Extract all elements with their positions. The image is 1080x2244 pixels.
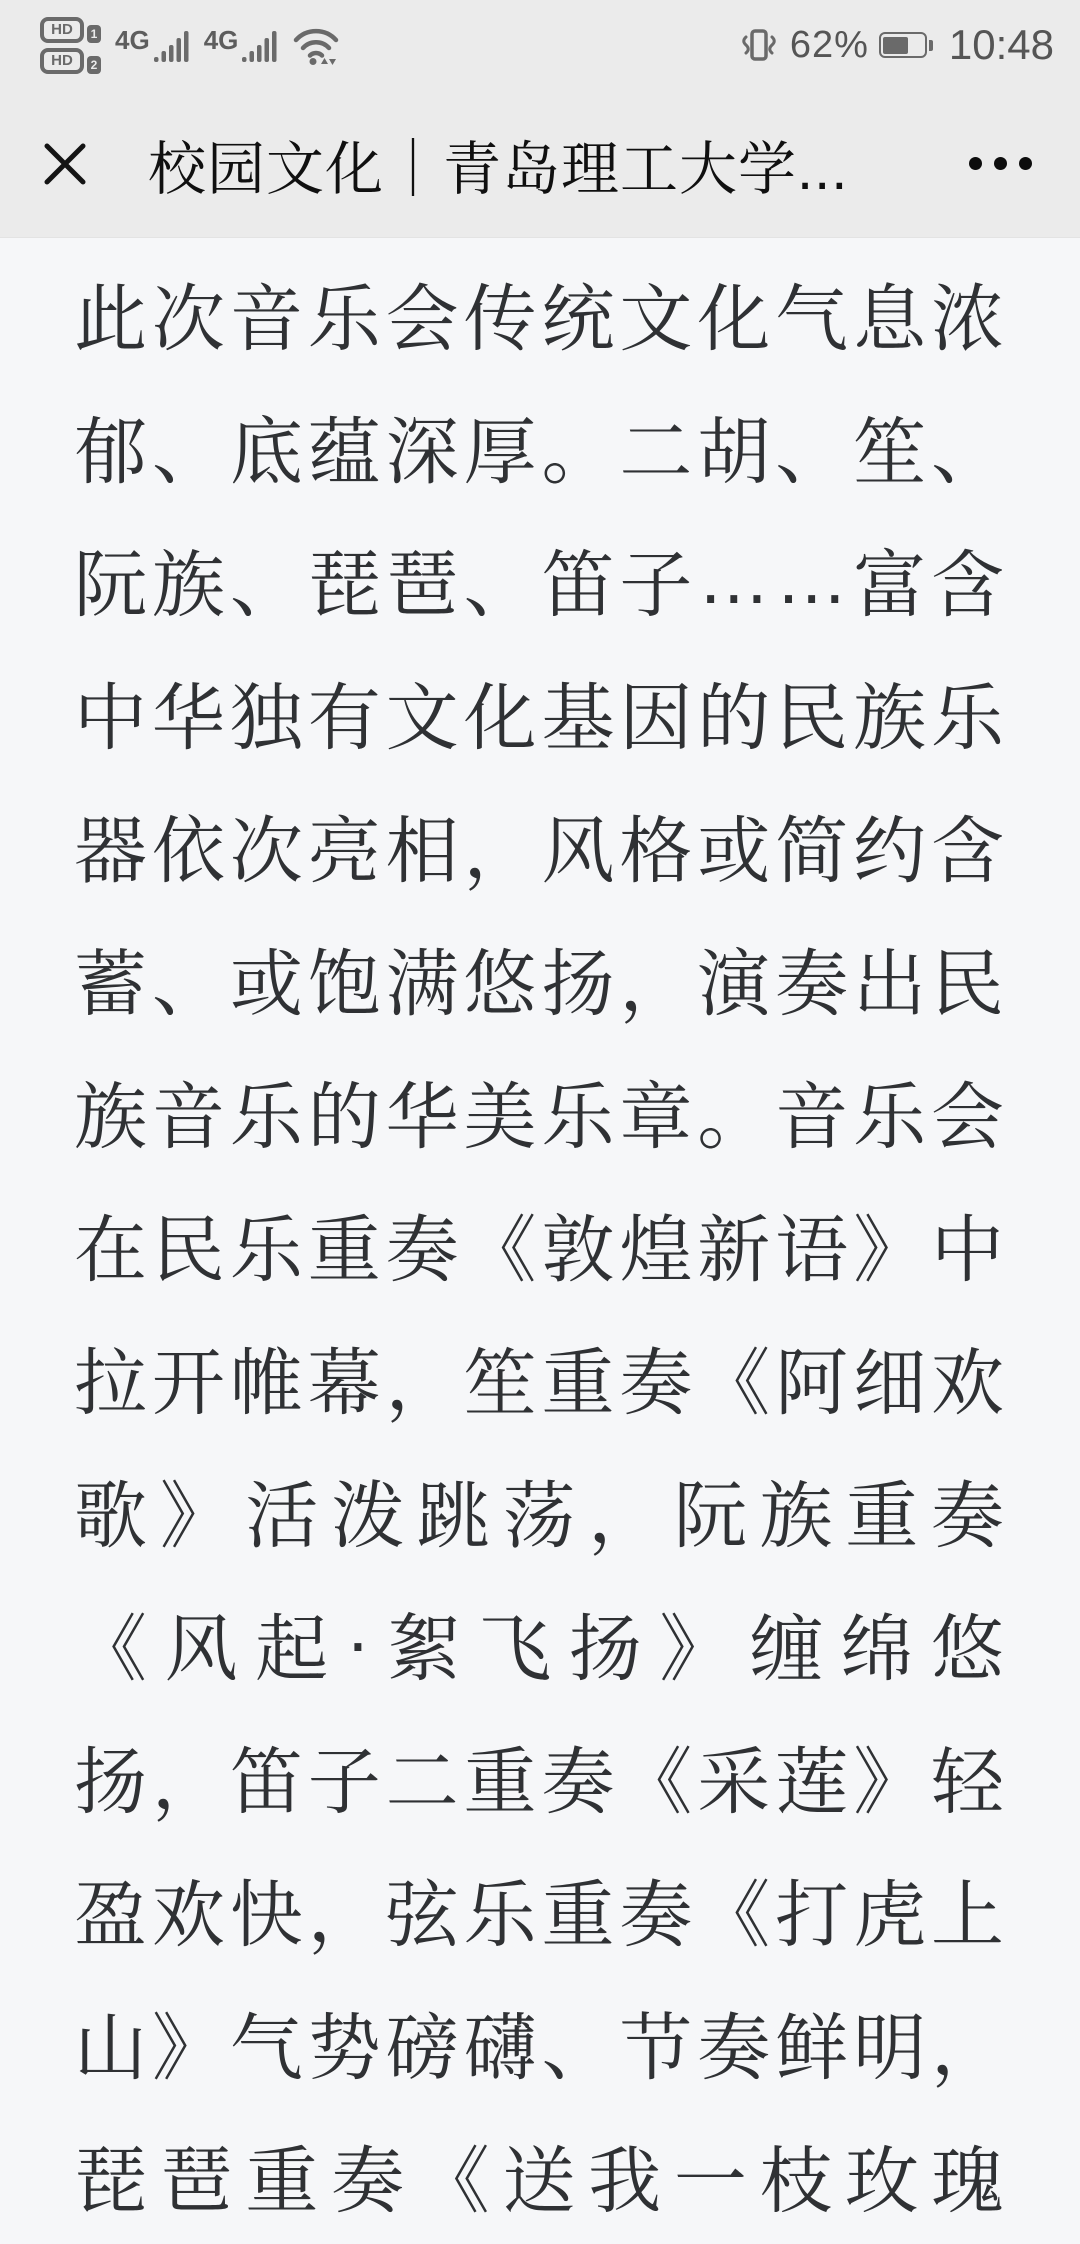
char: 奏 — [619, 1875, 693, 1956]
text-line — [74, 1310, 1004, 1443]
char: 、 — [930, 412, 1004, 493]
char: 子 — [307, 1742, 381, 1823]
char: 轻 — [930, 1742, 1004, 1823]
char: 》 — [151, 2008, 225, 2089]
char: 乐 — [930, 678, 1004, 759]
char: 含 — [930, 811, 1004, 892]
hd-voice-icons — [40, 17, 101, 74]
battery-fill — [883, 37, 907, 54]
char: 风 — [541, 811, 615, 892]
status-right-cluster — [738, 21, 1054, 69]
char: 音 — [229, 279, 303, 360]
char: 族 — [151, 545, 225, 626]
char: 的 — [697, 678, 771, 759]
hd-icon: HD — [40, 48, 84, 74]
char: 枝 — [759, 2141, 833, 2222]
char: 悠 — [930, 1609, 1004, 1690]
sim1-network-label: 4G — [115, 25, 150, 55]
char: 出 — [853, 944, 927, 1025]
char: 满 — [385, 944, 459, 1025]
char: 重 — [245, 2141, 319, 2222]
char: 活 — [245, 1476, 319, 1557]
text-line — [74, 778, 1004, 911]
char: 扬 — [568, 1609, 642, 1690]
char: 虎 — [853, 1875, 927, 1956]
char: 扬 — [74, 1742, 147, 1823]
status-left-cluster — [40, 17, 340, 74]
text-line — [74, 1177, 1004, 1310]
battery-body — [879, 32, 927, 58]
char: 新 — [697, 1210, 771, 1291]
char: 琵 — [307, 545, 381, 626]
char: 重 — [541, 1875, 615, 1956]
char: 阮 — [673, 1476, 747, 1557]
char: 中 — [930, 1210, 1004, 1291]
char: ， — [385, 1343, 459, 1424]
char: 《 — [619, 1742, 693, 1823]
char: 底 — [229, 412, 303, 493]
close-icon[interactable] — [38, 137, 92, 191]
char: 絮 — [387, 1609, 461, 1690]
char: 饱 — [307, 944, 381, 1025]
char: 山 — [74, 2008, 147, 2089]
char: 荡 — [502, 1476, 576, 1557]
char: 阿 — [775, 1343, 849, 1424]
char: 有 — [307, 678, 381, 759]
text-line — [74, 1576, 1004, 1709]
char: 华 — [385, 1077, 459, 1158]
char: 》 — [853, 1210, 927, 1291]
char: 奏 — [775, 944, 849, 1025]
char: 笛 — [541, 545, 615, 626]
page-title: 校园文化｜青岛理工大学... — [148, 136, 849, 202]
char: 会 — [930, 1077, 1004, 1158]
sim1-signal — [115, 27, 190, 63]
char: 厚 — [463, 412, 537, 493]
char: … — [775, 538, 849, 619]
char: 琵 — [74, 2141, 147, 2222]
char: 帷 — [229, 1343, 303, 1424]
char: · — [345, 1602, 370, 1683]
char: ， — [463, 811, 537, 892]
text-line — [74, 2108, 1004, 2241]
char: 胡 — [697, 412, 771, 493]
hd-voice-sim2-icon — [40, 48, 101, 74]
hd-icon: HD — [40, 17, 84, 43]
char: 、 — [151, 412, 225, 493]
char: 笙 — [463, 1343, 537, 1424]
char: 民 — [930, 944, 1004, 1025]
char: 乐 — [229, 1210, 303, 1291]
char: 浓 — [930, 279, 1004, 360]
char: 化 — [463, 678, 537, 759]
char: 弦 — [385, 1875, 459, 1956]
char: 传 — [463, 279, 537, 360]
char: 细 — [853, 1343, 927, 1424]
char: 瑰 — [930, 2141, 1004, 2222]
hd-voice-sim1-icon — [40, 17, 101, 43]
char: 含 — [930, 545, 1004, 626]
char: 语 — [775, 1210, 849, 1291]
char: 次 — [151, 279, 225, 360]
text-line — [74, 379, 1004, 512]
char: 亮 — [307, 811, 381, 892]
char: 或 — [229, 944, 303, 1025]
char: 笛 — [229, 1742, 303, 1823]
char: 、 — [775, 412, 849, 493]
char: 欢 — [151, 1875, 225, 1956]
char: 依 — [151, 811, 225, 892]
char: 》 — [853, 1742, 927, 1823]
char: 、 — [151, 944, 225, 1025]
char: 简 — [775, 811, 849, 892]
text-line — [74, 911, 1004, 1044]
signal-bars-icon — [242, 31, 278, 63]
char: 歌 — [74, 1476, 147, 1557]
char: 重 — [845, 1476, 919, 1557]
char: 奏 — [697, 2008, 771, 2089]
char: 缠 — [749, 1609, 823, 1690]
char: 会 — [385, 279, 459, 360]
char: 民 — [151, 1210, 225, 1291]
char: 华 — [151, 678, 225, 759]
char: 笙 — [853, 412, 927, 493]
char: 气 — [775, 279, 849, 360]
char: 我 — [588, 2141, 662, 2222]
char: 重 — [463, 1742, 537, 1823]
char: 音 — [151, 1077, 225, 1158]
char: 幕 — [307, 1343, 381, 1424]
char: 乐 — [229, 1077, 303, 1158]
char: 统 — [541, 279, 615, 360]
char: … — [697, 538, 771, 619]
char: 奏 — [331, 2141, 405, 2222]
char: 约 — [853, 811, 927, 892]
char: 跳 — [416, 1476, 490, 1557]
char: 势 — [307, 2008, 381, 2089]
text-line — [74, 1044, 1004, 1177]
char: 奏 — [619, 1343, 693, 1424]
char: 族 — [759, 1476, 833, 1557]
char: 莲 — [775, 1742, 849, 1823]
title-bar — [0, 90, 1080, 237]
battery-percent-label: 62% — [789, 23, 869, 66]
status-bar — [0, 0, 1080, 90]
char: 节 — [619, 2008, 693, 2089]
char: 重 — [541, 1343, 615, 1424]
clock-label: 10:48 — [948, 21, 1054, 68]
article-text — [74, 246, 1004, 2241]
char: 二 — [619, 412, 693, 493]
char: 磅 — [385, 2008, 459, 2089]
header — [0, 0, 1080, 238]
char: 富 — [853, 545, 927, 626]
char: 》 — [659, 1609, 733, 1690]
char: 送 — [502, 2141, 576, 2222]
char: 明 — [853, 2008, 927, 2089]
char: 悠 — [463, 944, 537, 1025]
char: 《 — [74, 1609, 147, 1690]
char: 美 — [463, 1077, 537, 1158]
char: 打 — [775, 1875, 849, 1956]
char: 、 — [463, 545, 537, 626]
text-line — [74, 1975, 1004, 2108]
char: 器 — [74, 811, 147, 892]
char: 欢 — [930, 1343, 1004, 1424]
char: 起 — [255, 1609, 329, 1690]
char: 乐 — [541, 1077, 615, 1158]
text-line — [74, 1842, 1004, 1975]
signal-bars-icon — [154, 31, 190, 63]
char: 的 — [307, 1077, 381, 1158]
char: 》 — [159, 1476, 233, 1557]
char: 相 — [385, 811, 459, 892]
text-line — [74, 645, 1004, 778]
char: 独 — [229, 678, 303, 759]
char: 乐 — [463, 1875, 537, 1956]
char: 玫 — [845, 2141, 919, 2222]
char: 中 — [74, 678, 147, 759]
char: 飞 — [478, 1609, 552, 1690]
char: 风 — [164, 1609, 238, 1690]
char: 《 — [697, 1343, 771, 1424]
text-line — [74, 1709, 1004, 1842]
char: 次 — [229, 811, 303, 892]
char: 一 — [673, 2141, 747, 2222]
char: 奏 — [385, 1210, 459, 1291]
char: 文 — [385, 678, 459, 759]
sim1-number-badge: 1 — [87, 25, 101, 43]
char: 扬 — [541, 944, 615, 1025]
char: 乐 — [853, 1077, 927, 1158]
char: 深 — [385, 412, 459, 493]
char: 此 — [74, 279, 147, 360]
char: 琶 — [385, 545, 459, 626]
char: 民 — [775, 678, 849, 759]
char: 息 — [853, 279, 927, 360]
char: 演 — [697, 944, 771, 1025]
char: 或 — [697, 811, 771, 892]
char: 在 — [74, 1210, 147, 1291]
char: ， — [619, 944, 693, 1025]
char: ， — [930, 2008, 1004, 2089]
char: 子 — [619, 545, 693, 626]
text-line — [74, 246, 1004, 379]
char: 开 — [151, 1343, 225, 1424]
char: 泼 — [331, 1476, 405, 1557]
char: 重 — [307, 1210, 381, 1291]
more-dot-icon — [1019, 157, 1032, 170]
more-dot-icon — [969, 157, 982, 170]
char: 奏 — [541, 1742, 615, 1823]
char: 化 — [697, 279, 771, 360]
char: 文 — [619, 279, 693, 360]
char: ， — [151, 1742, 225, 1823]
char: 煌 — [619, 1210, 693, 1291]
more-dot-icon — [994, 157, 1007, 170]
char: 乐 — [307, 279, 381, 360]
char: 礴 — [463, 2008, 537, 2089]
char: ， — [588, 1476, 662, 1557]
char: 。 — [541, 412, 615, 493]
char: 阮 — [74, 545, 147, 626]
char: 、 — [541, 2008, 615, 2089]
char: 奏 — [930, 1476, 1004, 1557]
char: 因 — [619, 678, 693, 759]
char: 盈 — [74, 1875, 147, 1956]
battery-cap — [929, 40, 933, 51]
wifi-icon — [292, 25, 340, 65]
article-content — [0, 238, 1080, 2244]
char: 章 — [619, 1077, 693, 1158]
vibrate-icon — [738, 24, 780, 66]
char: 族 — [853, 678, 927, 759]
sim2-signal — [204, 27, 279, 63]
char: 采 — [697, 1742, 771, 1823]
char: 格 — [619, 811, 693, 892]
more-menu-button[interactable] — [965, 147, 1036, 180]
char: 蕴 — [307, 412, 381, 493]
char: 基 — [541, 678, 615, 759]
char: 《 — [416, 2141, 490, 2222]
char: 敦 — [541, 1210, 615, 1291]
char: 《 — [463, 1210, 537, 1291]
char: 音 — [775, 1077, 849, 1158]
char: 上 — [930, 1875, 1004, 1956]
char: 族 — [74, 1077, 147, 1158]
text-line — [74, 512, 1004, 645]
char: 。 — [697, 1077, 771, 1158]
char: 《 — [697, 1875, 771, 1956]
char: 郁 — [74, 412, 147, 493]
sim2-network-label: 4G — [203, 25, 239, 55]
char: 蓄 — [74, 944, 147, 1025]
char: ， — [307, 1875, 381, 1956]
battery-icon — [879, 32, 933, 58]
text-line — [74, 1443, 1004, 1576]
char: 琶 — [159, 2141, 233, 2222]
char: 、 — [229, 545, 303, 626]
char: 鲜 — [775, 2008, 849, 2089]
sim2-number-badge: 2 — [87, 56, 101, 74]
char: 二 — [385, 1742, 459, 1823]
char: 绵 — [840, 1609, 914, 1690]
char: 快 — [229, 1875, 303, 1956]
char: 气 — [229, 2008, 303, 2089]
char: 拉 — [74, 1343, 147, 1424]
